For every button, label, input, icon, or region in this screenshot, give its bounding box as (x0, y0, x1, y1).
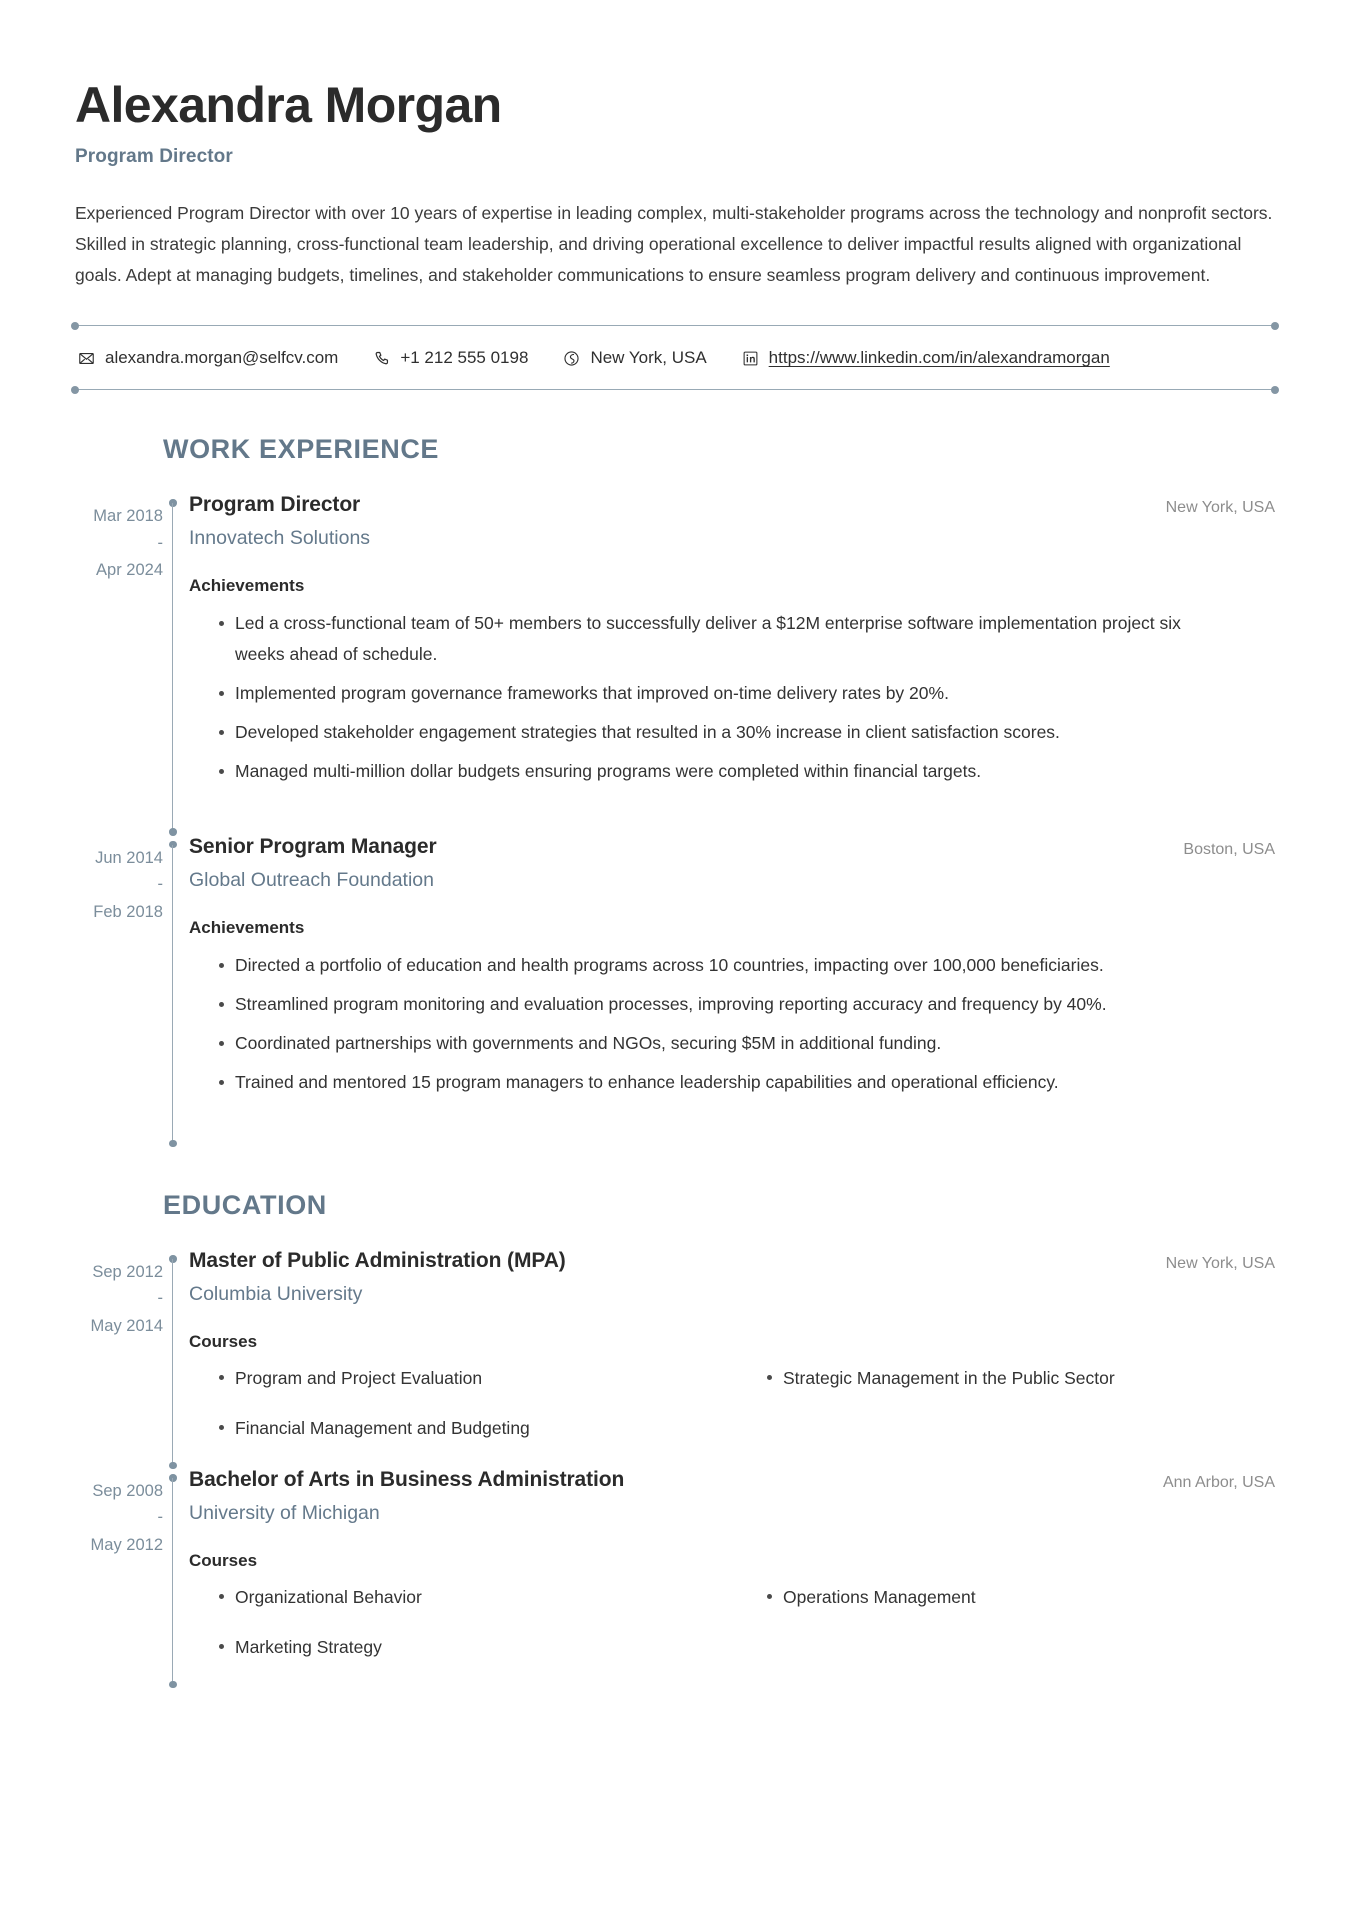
linkedin-icon (741, 349, 760, 368)
achievements-label: Achievements (189, 917, 305, 937)
date-range-dash: - (157, 875, 163, 894)
achievements-list (189, 950, 1275, 1097)
education-entry-degree: Bachelor of Arts in Business Administration (189, 1468, 625, 1492)
education-entry-location: New York, USA (1165, 1255, 1275, 1273)
list-item: Led a cross-functional team of 50+ members to successfully deliver a $12M enterprise software implementation project six weeks ahead of schedule. (189, 608, 1209, 668)
achievements-list (189, 608, 1275, 785)
education-entry (75, 1249, 1275, 1468)
courses-list (189, 1583, 1275, 1661)
contact-email-text: alexandra.morgan@selfcv.com (105, 348, 339, 368)
education-entry-end-date: May 2014 (90, 1316, 163, 1335)
timeline-line (172, 503, 173, 834)
contact-location (562, 348, 706, 368)
date-range-dash: - (157, 1289, 163, 1308)
list-item: Implemented program governance frameworks that improved on-time delivery rates by 20%. (189, 678, 1209, 708)
date-range-dash: - (157, 533, 163, 552)
education-entry-school: University of Michigan (189, 1502, 380, 1525)
work-entry-header (189, 835, 1275, 859)
work-entry-location: New York, USA (1165, 499, 1275, 517)
education-entry-degree: Master of Public Administration (MPA) (189, 1249, 566, 1273)
achievements-label: Achievements (189, 576, 305, 596)
courses-list (189, 1364, 1275, 1442)
education-section (75, 1190, 1275, 1687)
work-entry-end-date: Apr 2024 (96, 561, 163, 580)
timeline-dot-bottom (169, 1140, 177, 1148)
education-entry-end-date: May 2012 (90, 1535, 163, 1554)
list-item: Strategic Management in the Public Sector (737, 1364, 1275, 1392)
contact-linkedin[interactable] (741, 348, 1110, 368)
timeline-marker (169, 1249, 177, 1468)
envelope-icon (77, 349, 96, 368)
list-item: Coordinated partnerships with governments and NGOs, securing $5M in additional funding. (189, 1028, 1209, 1058)
work-entry-dates (75, 835, 163, 1146)
list-item: Program and Project Evaluation (189, 1364, 727, 1392)
work-entry-company: Innovatech Solutions (189, 527, 371, 550)
contact-divider-bottom (75, 389, 1275, 390)
education-entry-header (189, 1468, 1275, 1492)
timeline-dot-bottom (169, 1681, 177, 1689)
education-entry-location: Ann Arbor, USA (1162, 1474, 1275, 1492)
timeline-marker (169, 1468, 177, 1687)
work-entry-company: Global Outreach Foundation (189, 868, 434, 891)
education-entry-content (177, 1249, 1275, 1468)
date-range-dash: - (157, 1508, 163, 1527)
resume-header (75, 0, 1275, 291)
contact-bar (75, 325, 1275, 390)
timeline-line (172, 1259, 173, 1468)
list-item: Financial Management and Budgeting (189, 1414, 727, 1442)
list-item: Organizational Behavior (189, 1583, 727, 1611)
work-entry-location: Boston, USA (1183, 840, 1275, 858)
phone-icon (372, 349, 391, 368)
work-entry-dates (75, 493, 163, 834)
education-entry-dates (75, 1249, 163, 1468)
work-experience-section (75, 434, 1275, 1146)
work-entry-end-date: Feb 2018 (93, 902, 163, 921)
contact-phone (372, 348, 528, 368)
list-item: Developed stakeholder engagement strategies that resulted in a 30% increase in client satisfaction scores. (189, 717, 1209, 747)
list-item: Managed multi-million dollar budgets ensuring programs were completed within financial targets. (189, 756, 1209, 786)
work-entry (75, 835, 1275, 1146)
work-entry-role: Program Director (189, 493, 361, 517)
contact-location-text: New York, USA (590, 348, 707, 368)
section-title-education: EDUCATION (163, 1190, 327, 1221)
candidate-name: Alexandra Morgan (75, 77, 502, 133)
globe-icon (562, 349, 581, 368)
contact-email (77, 348, 338, 368)
list-item: Marketing Strategy (189, 1633, 727, 1661)
education-entry-content (177, 1468, 1275, 1687)
section-title-work: WORK EXPERIENCE (163, 434, 440, 465)
work-entry-start-date: Mar 2018 (93, 507, 163, 526)
courses-label: Courses (189, 1332, 258, 1352)
work-entry-start-date: Jun 2014 (95, 848, 163, 867)
list-item: Streamlined program monitoring and evaluation processes, improving reporting accuracy and frequency by 40%. (189, 989, 1209, 1019)
courses-label: Courses (189, 1551, 258, 1571)
education-entry-header (189, 1249, 1275, 1273)
timeline-marker (169, 835, 177, 1146)
work-entry (75, 493, 1275, 834)
candidate-job-title: Program Director (75, 146, 233, 167)
list-item: Trained and mentored 15 program managers to enhance leadership capabilities and operational efficiency. (189, 1067, 1209, 1097)
timeline-line (172, 1478, 173, 1687)
education-entry-school: Columbia University (189, 1283, 363, 1306)
timeline-marker (169, 493, 177, 834)
education-entry (75, 1468, 1275, 1687)
contact-linkedin-link[interactable]: https://www.linkedin.com/in/alexandramorgan (768, 348, 1110, 368)
contact-divider-top (75, 325, 1275, 326)
work-entry-header (189, 493, 1275, 517)
education-entry-start-date: Sep 2008 (92, 1482, 163, 1501)
work-entry-role: Senior Program Manager (189, 834, 437, 858)
timeline-line (172, 845, 173, 1146)
education-entry-start-date: Sep 2012 (92, 1263, 163, 1282)
work-entry-content (177, 835, 1275, 1146)
work-entry-content (177, 493, 1275, 834)
list-item: Operations Management (737, 1583, 1275, 1611)
professional-summary: Experienced Program Director with over 10 years of expertise in leading complex, multi-stakeholder programs across the technology and nonprofit sectors. Skilled in strategic planning, cross-functional team leadership, and driving operational excellence to deliver impactful results aligned with organizational goals. Adept at managing budgets, timelines, and stakeholder communications to ensure seamless program delivery and continuous improvement. (75, 203, 1273, 286)
contact-row (75, 326, 1275, 389)
education-entry-dates (75, 1468, 163, 1687)
list-item: Directed a portfolio of education and health programs across 10 countries, impacting over 100,000 beneficiaries. (189, 950, 1209, 980)
contact-phone-text: +1 212 555 0198 (400, 348, 529, 368)
